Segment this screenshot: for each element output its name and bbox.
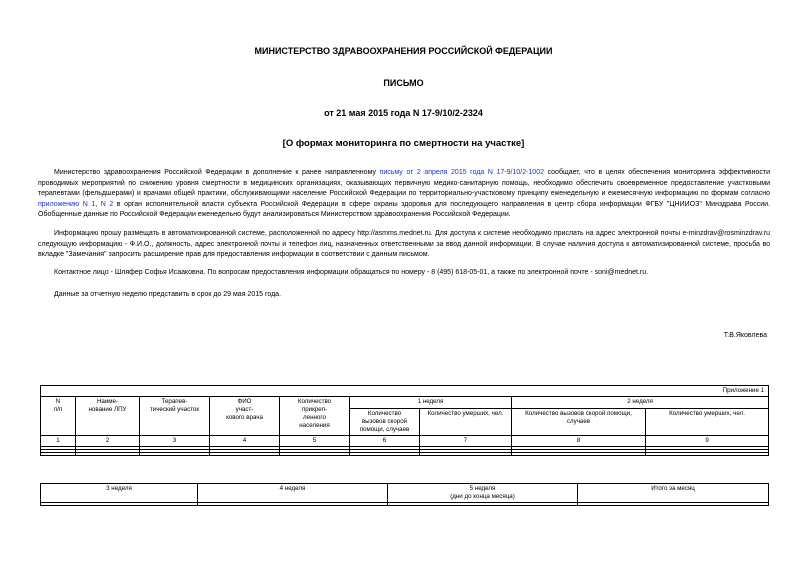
table-row [41,503,769,506]
table-cell [350,453,420,456]
appendix-2-link[interactable]: N 2 [100,200,114,208]
w2-calls-line1: Количество вызовов скорой помощи, [525,410,632,417]
paragraph-2: Информацию прошу размещать в автоматизированной системе, расположенной по адресу http://asmms.mednet.ru. Для доступа к системе необходимо прислать на адрес электронной почты e-minzdrav@rosminzdrav.ru следующую информацию - Ф.И.О., должность, адрес электронной почты и телефон лиц, назначенных ответственными за ввод данной информации. В случае наличия доступа к автоматизированной системе, просьба во вкладке "Замечания" запросить расширение прав для предоставления информации в соответствии с данным письмом. [38,230,770,259]
col-n-line2: п/п [53,406,63,413]
col-header-n [41,397,76,436]
col-number: 8 [512,436,646,447]
date-number: от 21 мая 2015 года N 17-9/10/2-2324 [324,108,483,118]
table-row [41,484,769,503]
col-header-w2-calls [512,409,646,436]
w1-calls-line1: Количество [367,410,402,417]
col-ther-line1: Терапев- [161,398,188,405]
document-subject: [О формах мониторинга по смертности на участке] [282,138,525,149]
col-number: 5 [280,436,350,447]
table-cell [280,453,350,456]
p1-text-b: сообщает, что в целях обеспечения мониторинга эффективности проводимых мероприятий по снижению уровня смертности в медицинских организациях, оказывающих первичную медико-санитарную помощь, необходимо обеспечить своевременное предоставление участковыми терапевтами (фельдшерами) и врачами общей практики, обслуживающими население Российской Федерации по территориально-участковому принципу еженедельную и ежемесячную информацию по формам согласно [38,169,771,198]
letter-link[interactable]: письму от 2 апреля 2015 года N 17-9/10/2-1002 [379,169,544,176]
col-number: 9 [646,436,769,447]
p1-text-d: в орган исполнительной власти субъекта Российской Федерации в сфере охраны здоровья для последующего направления в центр сбора информации ФГБУ "ЦНИИОЗ" Минздрава России. Обобщенные данные по Российской Федерации еженедельно будут анализироваться Министерством здравоохранения Российской Федерации. [38,200,770,219]
col-header-w1-calls [350,409,420,436]
table-cell [198,503,388,506]
table-cell [646,453,769,456]
table-cell [512,453,646,456]
table-cell [210,453,280,456]
table-cell [578,503,769,506]
col-pop-line4: населения [299,422,330,429]
col-header-therapist [140,397,210,436]
table-cell [76,453,140,456]
col-fio-line3: кового врача [226,414,263,421]
week5-note: (дни до конца месяца) [450,493,515,500]
col-pop-line2: прикреп- [301,406,328,413]
week5-label: 5 неделя [469,485,496,492]
paragraph-1 [38,168,770,221]
table-cell [420,453,512,456]
appendix-label: Приложение 1 [41,386,769,397]
col-name-line2: нование ЛПУ [88,406,127,413]
col-header-w2-deaths: Количество умерших, чел. [646,409,769,436]
col-pop-line3: ленного [303,414,326,421]
col-number: 7 [420,436,512,447]
table-cell [41,453,76,456]
table-cell [388,503,578,506]
col-header-week1: 1 неделя [350,397,512,409]
col-header-month-total: Итого за месяц [578,484,769,503]
col-header-week4: 4 неделя [198,484,388,503]
col-n-line1: N [55,398,61,405]
p1-text-a: Министерство здравоохранения Российской Федерации в дополнение к ранее направленному [54,169,380,176]
paragraph-4: Данные за отчетную неделю представить в срок до 29 мая 2015 года. [54,291,282,298]
col-number: 6 [350,436,420,447]
col-fio-line2: участ- [235,406,254,413]
table-row [41,453,769,456]
signature: Т.В.Яковлева [723,332,767,339]
col-name-line1: Наиме- [96,398,119,405]
ministry-title: МИНИСТЕРСТВО ЗДРАВООХРАНЕНИЯ РОССИЙСКОЙ ФЕДЕРАЦИИ [254,46,553,56]
appendix-table [40,385,768,456]
w1-calls-line3: помощи, случаев [359,426,410,433]
col-number: 3 [140,436,210,447]
col-number: 1 [41,436,76,447]
col-ther-line2: тический участок [149,406,200,413]
document-type: ПИСЬМО [383,78,424,88]
w2-calls-line2: случаев [566,418,591,425]
table-cell [140,453,210,456]
col-header-week2: 2 неделя [512,397,769,409]
table-row-numbers [41,436,769,447]
col-header-name [76,397,140,436]
weeks-table [40,483,768,506]
col-header-w1-deaths: Количество умерших, чел. [420,409,512,436]
col-header-week5 [388,484,578,503]
col-pop-line1: Количество [297,398,332,405]
w1-calls-line2: вызовов скорой [361,418,408,425]
col-number: 4 [210,436,280,447]
table-cell [41,503,198,506]
col-fio-line1: ФИО [237,398,252,405]
appendix-1-link[interactable]: приложению N 1 [38,200,96,208]
col-number: 2 [76,436,140,447]
paragraph-3: Контактное лицо - Шляфер Софья Исааковна. По вопросам предоставления информации обращаться по номеру - 8 (495) 618-05-01, а также по электронной почте - soni@mednet.ru. [54,269,649,276]
col-header-week3: 3 неделя [41,484,198,503]
col-header-fio [210,397,280,436]
col-header-population [280,397,350,436]
p1-text-c: , [95,200,101,208]
